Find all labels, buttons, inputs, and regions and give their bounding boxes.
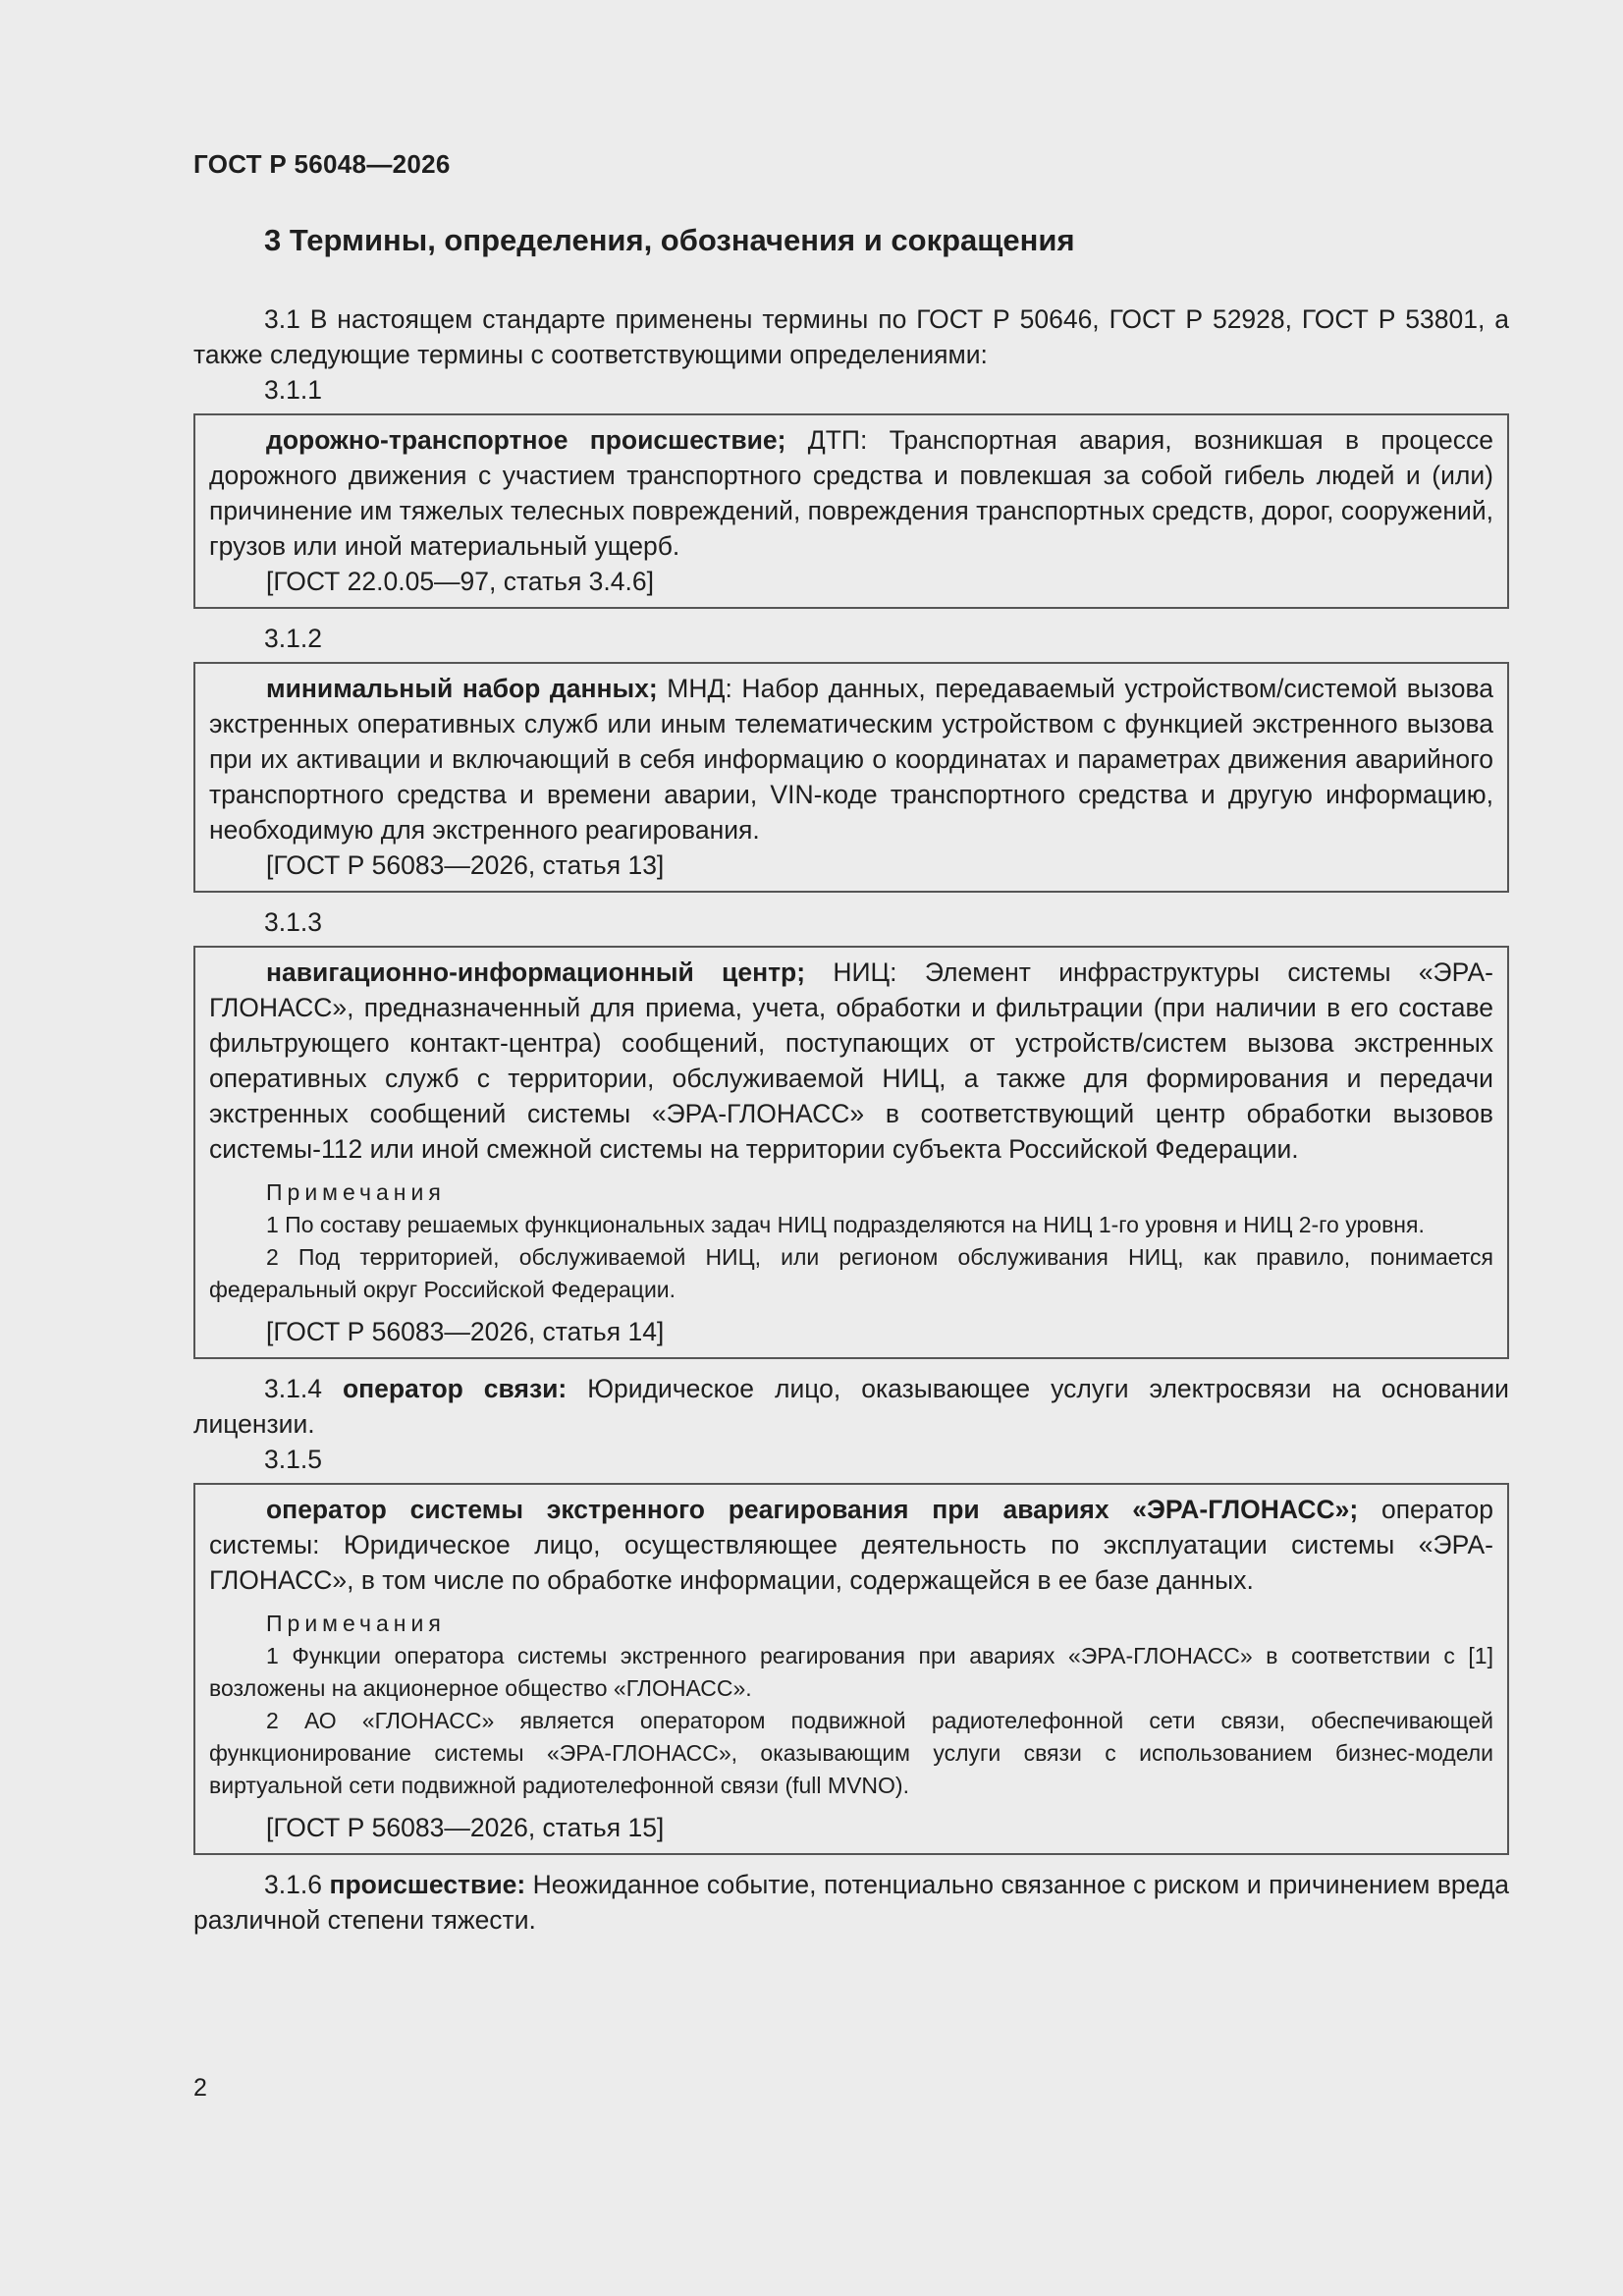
term-inline	[193, 1371, 1509, 1442]
notes-block	[209, 1608, 1493, 1802]
term-number: 3.1.2	[264, 624, 322, 653]
definition-text: Юридическое лицо, оказывающее услуги электросвязи на основании лицензии.	[193, 1374, 1509, 1439]
term-number: 3.1.4	[264, 1374, 322, 1403]
intro-paragraph: 3.1 В настоящем стандарте применены термины по ГОСТ Р 50646, ГОСТ Р 52928, ГОСТ Р 53801, а также следующие термины с соответствующими определениями:	[193, 304, 1509, 369]
definition-text: ДТП: Транспортная авария, возникшая в процессе дорожного движения с участием транспортного средства и повлекшая за собой гибель людей и (или) причинение им тяжелых телесных повреждений, повреждения транспортных средств, дорог, сооружений, грузов или иной материальный ущерб.	[209, 425, 1493, 561]
term-name: дорожно-транспортное происшествие;	[266, 425, 786, 455]
notes-heading: Примечания	[266, 1611, 446, 1636]
note-item: 2 АО «ГЛОНАСС» является оператором подвижной радиотелефонной сети связи, обеспечивающей функционирование системы «ЭРА-ГЛОНАСС», оказывающим услуги связи с использованием бизнес-модели виртуальной сети подвижной радиотелефонной связи (full MVNO).	[209, 1708, 1493, 1798]
term-number: 3.1.6	[264, 1870, 322, 1899]
term-name: навигационно-информационный центр;	[266, 957, 806, 987]
term-name: минимальный набор данных;	[266, 674, 658, 703]
term-box	[193, 946, 1509, 1359]
note-item: 2 Под территорией, обслуживаемой НИЦ, или регионом обслуживания НИЦ, как правило, понимается федеральный округ Российской Федерации.	[209, 1244, 1493, 1302]
term-number: 3.1.3	[264, 907, 322, 937]
definition-text: оператор системы: Юридическое лицо, осуществляющее деятельность по эксплуатации системы «ЭРА-ГЛОНАСС», в том числе по обработке информации, содержащейся в ее базе данных.	[209, 1495, 1493, 1595]
term-definition	[209, 671, 1493, 847]
term-box	[193, 662, 1509, 893]
term-box	[193, 1483, 1509, 1855]
term-source: [ГОСТ Р 56083—2026, статья 14]	[266, 1317, 665, 1346]
term-definition	[209, 422, 1493, 564]
term-source: [ГОСТ Р 56083—2026, статья 15]	[266, 1813, 665, 1842]
term-definition	[209, 1492, 1493, 1598]
term-source: [ГОСТ 22.0.05—97, статья 3.4.6]	[266, 567, 654, 596]
term-name: происшествие:	[329, 1870, 526, 1899]
notes-heading: Примечания	[266, 1179, 446, 1205]
definition-text: НИЦ: Элемент инфраструктуры системы «ЭРА-ГЛОНАСС», предназначенный для приема, учета, обработки и фильтрации (при наличии в его составе фильтрующего контакт-центра) сообщений, поступающих от устройств/систем вызова экстренных оперативных служб с территории, обслуживаемой НИЦ, а также для формирования и передачи экстренных сообщений системы «ЭРА-ГЛОНАСС» в соответствующий центр обработки вызовов системы-112 или иной смежной системы на территории субъекта Российской Федерации.	[209, 957, 1494, 1164]
term-inline	[193, 1867, 1509, 1938]
note-item: 1 Функции оператора системы экстренного реагирования при авариях «ЭРА-ГЛОНАСС» в соответствии с [1] возложены на акционерное общество «ГЛОНАСС».	[209, 1643, 1493, 1701]
notes-block	[209, 1176, 1493, 1306]
term-name: оператор связи:	[342, 1374, 568, 1403]
term-number: 3.1.1	[264, 375, 322, 405]
term-name: оператор системы экстренного реагирования при авариях «ЭРА-ГЛОНАСС»;	[266, 1495, 1359, 1524]
document-code: ГОСТ Р 56048—2026	[193, 149, 451, 179]
definition-text: Неожиданное событие, потенциально связанное с риском и причинением вреда различной степени тяжести.	[193, 1870, 1509, 1935]
note-item: 1 По составу решаемых функциональных задач НИЦ подразделяются на НИЦ 1-го уровня и НИЦ 2-го уровня.	[266, 1212, 1425, 1237]
term-box	[193, 413, 1509, 609]
term-source: [ГОСТ Р 56083—2026, статья 13]	[266, 850, 665, 880]
page-number: 2	[193, 2074, 207, 2102]
term-definition	[209, 955, 1493, 1167]
section-title: 3 Термины, определения, обозначения и сокращения	[264, 223, 1075, 257]
page-content	[193, 221, 1509, 1938]
term-number: 3.1.5	[264, 1445, 322, 1474]
definition-text: МНД: Набор данных, передаваемый устройством/системой вызова экстренных оперативных служб или иным телематическим устройством с функцией экстренного вызова при их активации и включающий в себя информацию о координатах и параметрах движения аварийного транспортного средства и времени аварии, VIN-коде транспортного средства и другую информацию, необходимую для экстренного реагирования.	[209, 674, 1493, 845]
